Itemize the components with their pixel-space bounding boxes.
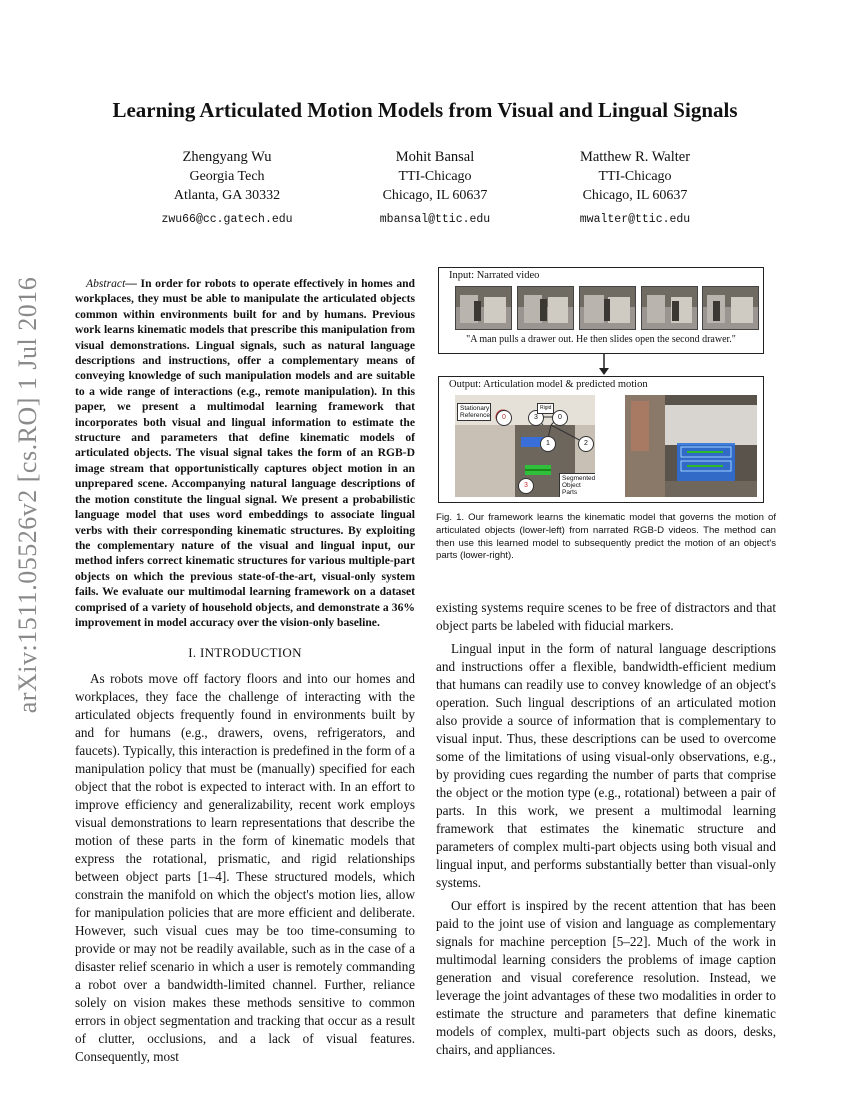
body-paragraph: Lingual input in the form of natural language descriptions and instructions offer a flexible, bandwidth-efficient medium that humans can readily use to convey knowledge of an object's operation. Such lingual descriptions of an articulated motion also provide a source of information that is complementary to visual input. Thus, these descriptions can be used to overcome some of the limitations of using visual-only observations, e.g., by providing cues regarding the number of parts that comprise the object or the motion type (e.g., rotational) between a pair of parts. In this work, we present a multimodal learning framework that estimates the kinematic structure and parameters of complex multi-part objects using both visual and lingual input, and performs substantially better than visual-only systems. <box>436 641 776 890</box>
author-location: Chicago, IL 60637 <box>582 188 688 203</box>
abstract-label: Abstract <box>86 277 126 290</box>
body-paragraph: Our effort is inspired by the recent attention that has been paid to the joint use of vision and language as complementary signals for machine perception [5–22]. Much of the work in multimodal learning considers the problems of image caption generation and visual coreference resolution. Instead, we leverage the joint advantages of these two modalities in order to estimate the structure and parameters that define kinematic models of complex, multi-part objects such as doors, desks, chairs, and appliances. <box>436 898 776 1057</box>
edge-label: Rigid <box>537 403 554 414</box>
right-column <box>436 599 776 1059</box>
video-frame <box>641 286 698 330</box>
graph-node: 1 <box>540 436 556 452</box>
figure-output-label: Output: Articulation model & predicted motion <box>449 379 648 390</box>
down-arrow-icon <box>438 354 764 376</box>
left-column <box>75 276 415 1066</box>
arxiv-identifier: arXiv:1511.05526v2 [cs.RO] 1 Jul 2016 <box>13 276 42 714</box>
narration-quote: "A man pulls a drawer out. He then slides open the second drawer." <box>466 334 736 345</box>
abstract-text: — In order for robots to operate effectively in homes and workplaces, they must be able to manipulate the articulated objects common within environments built for and by humans. Previous work learns kinematic models that prescribe this manipulation from visual demonstrations. Lingual signals, such as natural language descriptions and instructions, offer a complementary means of conveying knowledge of such manipulation models and are suitable to a wide range of interactions (e.g., remote manipulation). In this paper, we present a multimodal learning framework that incorporates both visual and lingual information to estimate the structure and parameters that define kinematic models of articulated objects. The visual signal takes the form of an RGB-D image stream that opportunistically captures object motion in an unprepared scene. Accompanying natural language descriptions of the motion constitute the lingual signal. We present a probabilistic language model that uses word embeddings to associate lingual verbs with their corresponding kinematic structures. By exploiting the complementary nature of the visual and lingual input, our method infers correct kinematic structures for various multiple-part objects on which the previous state-of-the-art, visual-only system fails. We evaluate our multimodal learning framework on a dataset comprised of a variety of household objects, and demonstrate a 36% improvement in model accuracy over the vision-only baseline. <box>75 277 416 629</box>
author-affiliation: TTI-Chicago <box>398 169 472 184</box>
graph-node: 0 <box>496 410 512 426</box>
graph-node: 3 <box>518 478 534 494</box>
author-name: Zhengyang Wu <box>182 149 272 165</box>
video-frame <box>579 286 636 330</box>
predicted-motion-image <box>625 395 757 497</box>
graph-node: 3 <box>528 410 544 426</box>
intro-paragraph: As robots move off factory floors and into our homes and workplaces, they face the challenge of interacting with the articulated objects frequently found in environments built by and for humans (e.g., drawers, ovens, refrigerators, and faucets). Typically, this interaction is predefined in the form of a manipulation policy that must be (manually) specified for each object that the robot is expected to interact with. In an effort to improve efficiency and generalizability, recent work employs visual demonstrations to learn representations that describe the motion of these parts in the form of kinematic models that express the rotational, prismatic, and rigid relationships between object parts [1–4]. These structured models, which constrain the manifold on which the object's motion lies, allow for manipulation policies that are more efficient and deliberate. However, such visual cues may be too time-consuming to provide or may not be readily available, such as in the case of a disaster relief scenario in which a user is remotely commanding a robot over a bandwidth-limited channel. Further, reliance solely on vision makes these methods sensitive to common errors in object segmentation and tracking that occur as a result of clutter, occlusions, and a lack of visual features. Consequently, most <box>75 671 415 1065</box>
figure-output-panel <box>438 376 764 503</box>
paper-title: Learning Articulated Motion Models from Visual and Lingual Signals <box>112 98 738 122</box>
author-email[interactable]: mwalter@ttic.edu <box>579 213 691 226</box>
author-location: Atlanta, GA 30332 <box>173 188 281 203</box>
figure-caption: Fig. 1. Our framework learns the kinematic model that governs the motion of articulated objects (lower-left) from narrated RGB-D videos. The method can then use this learned model to subsequently predict the motion of an object's parts (lower-right). <box>436 512 776 562</box>
author-name: Matthew R. Walter <box>579 149 691 165</box>
video-frame <box>455 286 512 330</box>
author-1 <box>117 148 337 229</box>
figure-input-panel <box>438 267 764 354</box>
video-frame <box>517 286 574 330</box>
section-heading: I. INTRODUCTION <box>188 645 302 661</box>
figure-1 <box>438 267 764 503</box>
author-affiliation: Georgia Tech <box>189 169 265 184</box>
author-3 <box>525 148 745 229</box>
segmented-parts-label: Segmented Object Parts <box>559 473 595 497</box>
author-email[interactable]: mbansal@ttic.edu <box>379 213 491 226</box>
graph-node: 2 <box>578 436 594 452</box>
video-frame <box>702 286 759 330</box>
kinematic-graph-image <box>455 395 595 497</box>
author-2 <box>325 148 545 229</box>
author-email[interactable]: zwu66@cc.gatech.edu <box>161 213 293 226</box>
abstract <box>75 276 415 630</box>
author-affiliation: TTI-Chicago <box>598 169 672 184</box>
stationary-reference-label: Stationary Reference <box>457 403 491 421</box>
figure-input-label: Input: Narrated video <box>449 270 540 281</box>
graph-node: 0 <box>552 410 568 426</box>
author-location: Chicago, IL 60637 <box>382 188 488 203</box>
body-paragraph: existing systems require scenes to be free of distractors and that object parts be labeled with fiducial markers. <box>436 600 776 633</box>
author-name: Mohit Bansal <box>395 149 475 165</box>
